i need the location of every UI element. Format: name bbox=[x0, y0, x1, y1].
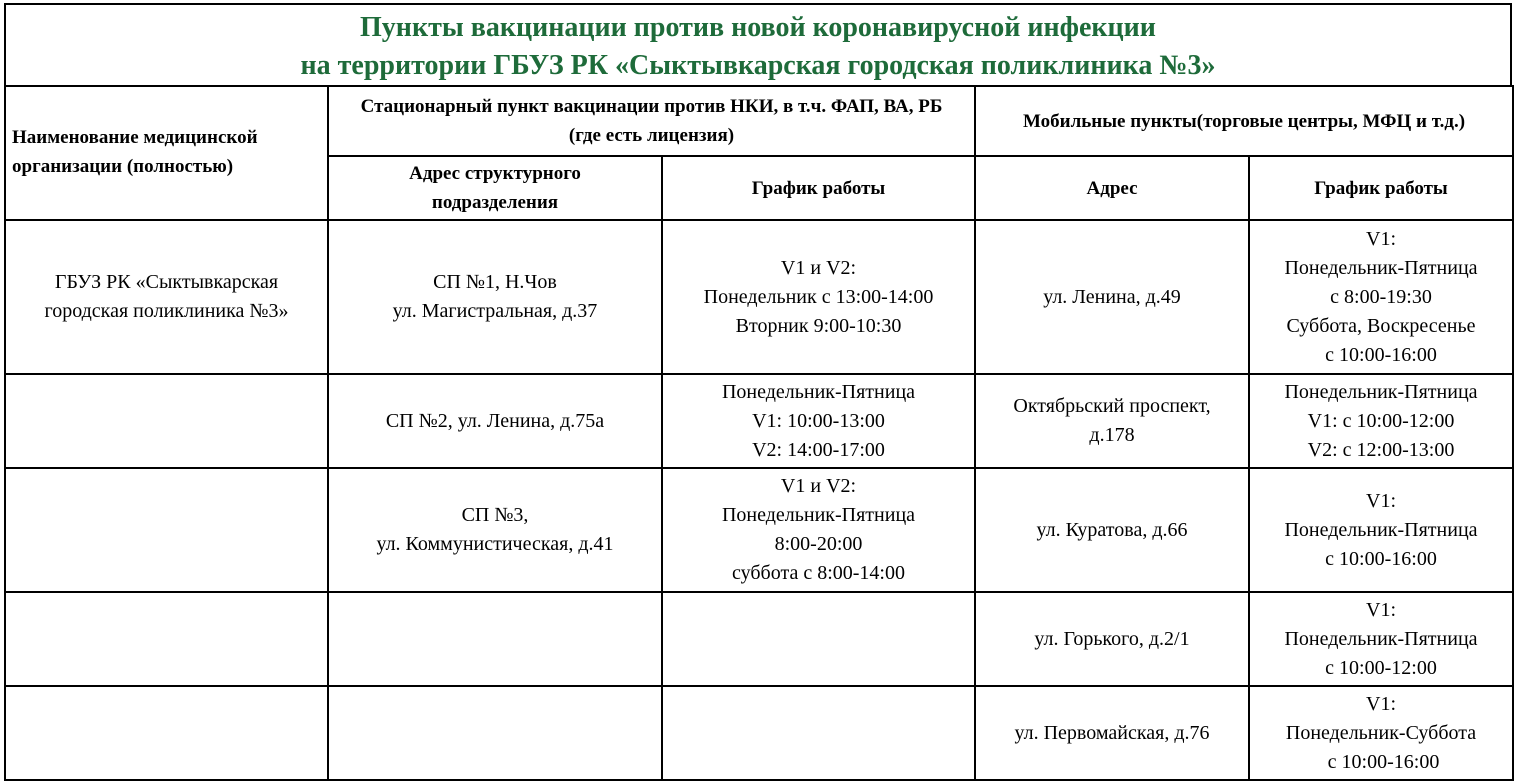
header-stationary-group: Стационарный пункт вакцинации против НКИ, в т.ч. ФАП, ВА, РБ (где есть лицензия) bbox=[328, 86, 975, 156]
header-stationary-address: Адрес структурного подразделения bbox=[328, 156, 662, 220]
mobile-schedule-cell: V1: Понедельник-Пятница с 10:00-12:00 bbox=[1249, 592, 1513, 686]
page-title bbox=[4, 3, 1512, 85]
stationary-schedule-cell bbox=[662, 592, 975, 686]
stationary-address-cell: СП №2, ул. Ленина, д.75а bbox=[328, 374, 662, 468]
title-line-1: Пункты вакцинации против новой коронавирусной инфекции bbox=[360, 12, 1156, 43]
org-name-cell bbox=[5, 374, 328, 468]
header-org-name: Наименование медицинской организации (полностью) bbox=[5, 86, 328, 220]
stationary-address-cell bbox=[328, 686, 662, 780]
mobile-schedule-cell: V1: Понедельник-Суббота с 10:00-16:00 bbox=[1249, 686, 1513, 780]
stationary-schedule-cell: V1 и V2: Понедельник-Пятница 8:00-20:00 суббота с 8:00-14:00 bbox=[662, 468, 975, 592]
org-name-cell bbox=[5, 686, 328, 780]
mobile-address-cell: ул. Ленина, д.49 bbox=[975, 220, 1249, 374]
mobile-address-cell: Октябрьский проспект, д.178 bbox=[975, 374, 1249, 468]
mobile-schedule-cell: V1: Понедельник-Пятница с 8:00-19:30 Суббота, Воскресенье с 10:00-16:00 bbox=[1249, 220, 1513, 374]
stationary-address-cell bbox=[328, 592, 662, 686]
org-name-cell bbox=[5, 468, 328, 592]
mobile-address-cell: ул. Первомайская, д.76 bbox=[975, 686, 1249, 780]
table-row bbox=[5, 374, 1513, 468]
table-row bbox=[5, 592, 1513, 686]
header-stationary-schedule: График работы bbox=[662, 156, 975, 220]
mobile-schedule-cell: V1: Понедельник-Пятница с 10:00-16:00 bbox=[1249, 468, 1513, 592]
table-row bbox=[5, 686, 1513, 780]
header-mobile-address: Адрес bbox=[975, 156, 1249, 220]
table-row bbox=[5, 220, 1513, 374]
header-mobile-schedule: График работы bbox=[1249, 156, 1513, 220]
title-line-2: на территории ГБУЗ РК «Сыктывкарская городская поликлиника №3» bbox=[300, 50, 1216, 81]
stationary-address-cell: СП №3, ул. Коммунистическая, д.41 bbox=[328, 468, 662, 592]
mobile-address-cell: ул. Горького, д.2/1 bbox=[975, 592, 1249, 686]
stationary-schedule-cell: Понедельник-Пятница V1: 10:00-13:00 V2: 14:00-17:00 bbox=[662, 374, 975, 468]
header-mobile-group: Мобильные пункты(торговые центры, МФЦ и т.д.) bbox=[975, 86, 1513, 156]
stationary-schedule-cell bbox=[662, 686, 975, 780]
org-name-cell bbox=[5, 592, 328, 686]
org-name-cell: ГБУЗ РК «Сыктывкарская городская поликлиника №3» bbox=[5, 220, 328, 374]
stationary-schedule-cell: V1 и V2: Понедельник с 13:00-14:00 Вторник 9:00-10:30 bbox=[662, 220, 975, 374]
mobile-schedule-cell: Понедельник-Пятница V1: с 10:00-12:00 V2: с 12:00-13:00 bbox=[1249, 374, 1513, 468]
vaccination-table bbox=[4, 85, 1514, 781]
mobile-address-cell: ул. Куратова, д.66 bbox=[975, 468, 1249, 592]
stationary-address-cell: СП №1, Н.Чов ул. Магистральная, д.37 bbox=[328, 220, 662, 374]
table-row bbox=[5, 468, 1513, 592]
